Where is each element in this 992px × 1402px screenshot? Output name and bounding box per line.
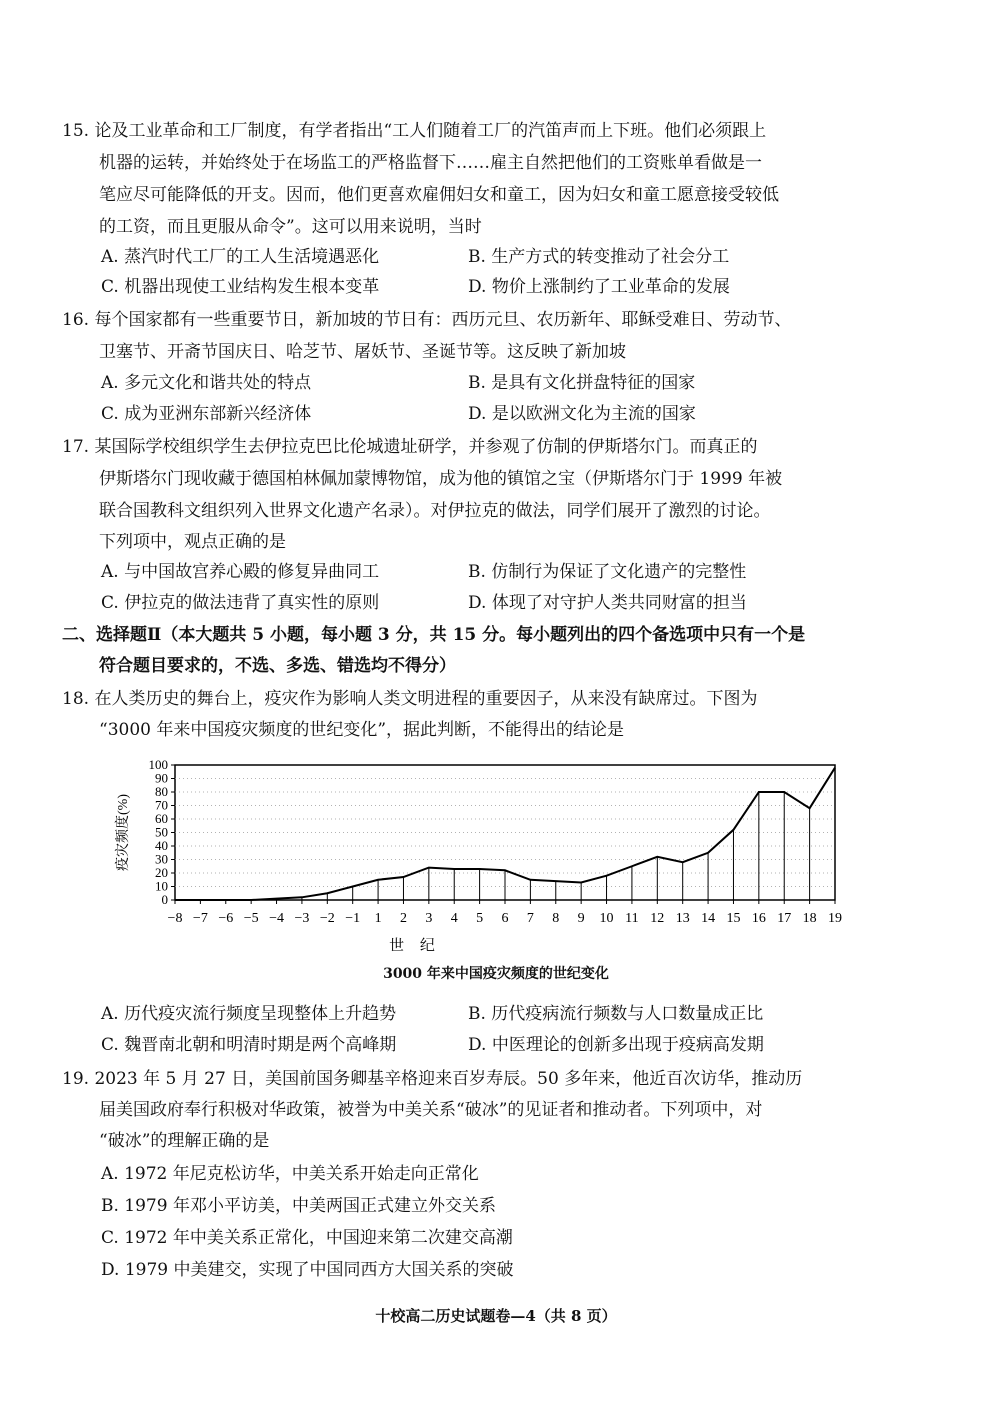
x-tick-label: 4: [450, 911, 458, 926]
q15-line-3: 笔应尽可能降低的开支。因而，他们更喜欢雇佣妇女和童工，因为妇女和童工愿意接受较低: [99, 185, 779, 205]
x-tick-label: 15: [726, 911, 741, 926]
q18-option-d: D. 中医理论的创新多出现于疫病高发期: [468, 1035, 764, 1055]
x-tick-label: −5: [243, 911, 259, 926]
q18-line-2: “3000 年来中国疫灾频度的世纪变化”，据此判断，不能得出的结论是: [99, 720, 625, 740]
x-tick-label: 1: [374, 911, 382, 926]
x-tick-label: 2: [399, 911, 407, 926]
x-tick-label: 10: [599, 911, 614, 926]
q17-line-4: 下列项中，观点正确的是: [99, 532, 286, 552]
q17-option-b: B. 仿制行为保证了文化遗产的完整性: [468, 562, 747, 582]
q18-option-b: B. 历代疫病流行频数与人口数量成正比: [468, 1004, 764, 1024]
q18-line-1: 18. 在人类历史的舞台上，疫灾作为影响人类文明进程的重要因子，从来没有缺席过。下图为: [62, 689, 758, 709]
y-tick-label: 30: [155, 851, 168, 867]
x-tick-label: 9: [577, 911, 585, 926]
x-tick-label: −3: [294, 911, 310, 926]
x-tick-label: 11: [625, 911, 639, 926]
section2-note: 符合题目要求的，不选、多选、错选均不得分）: [99, 656, 456, 676]
x-tick-label: −6: [218, 911, 234, 926]
y-tick-label: 20: [155, 865, 168, 880]
q19-option-a: A. 1972 年尼克松访华，中美关系开始走向正常化: [101, 1164, 479, 1184]
q19-option-b: B. 1979 年邓小平访美，中美两国正式建立外交关系: [101, 1196, 496, 1216]
x-tick-label: 19: [828, 911, 842, 926]
y-tick-label: 0: [161, 892, 168, 907]
q19-option-d: D. 1979 中美建交，实现了中国同西方大国关系的突破: [101, 1260, 514, 1280]
x-tick-label: −4: [269, 911, 284, 926]
q17-line-1: 17. 某国际学校组织学生去伊拉克巴比伦城遗址研学，并参观了仿制的伊斯塔尔门。而真正的: [62, 437, 758, 457]
q16-option-c: C. 成为亚洲东部新兴经济体: [101, 404, 312, 424]
q15-option-a: A. 蒸汽时代工厂的工人生活境遇恶化: [101, 247, 380, 267]
x-tick-label: 5: [476, 911, 484, 926]
q16-option-b: B. 是具有文化拼盘特征的国家: [468, 373, 696, 393]
x-tick-label: 14: [701, 911, 716, 926]
x-tick-label: −1: [345, 911, 361, 926]
x-tick-label: 13: [675, 911, 690, 926]
x-tick-label: 7: [526, 911, 534, 926]
y-tick-label: 70: [155, 797, 168, 813]
epidemic-frequency-chart: [100, 755, 860, 965]
q16-option-a: A. 多元文化和谐共处的特点: [101, 373, 312, 393]
q15-option-d: D. 物价上涨制约了工业革命的发展: [468, 277, 730, 297]
x-tick-label: −2: [319, 911, 335, 926]
q16-line-2: 卫塞节、开斋节国庆日、哈芝节、屠妖节、圣诞节等。这反映了新加坡: [99, 342, 626, 362]
x-tick-label: 12: [650, 911, 665, 926]
y-tick-label: 90: [155, 770, 168, 786]
q15-line-2: 机器的运转，并始终处于在场监工的严格监督下……雇主自然把他们的工资账单看做是一: [99, 153, 762, 173]
x-axis-label: 世 纪: [389, 938, 441, 954]
q17-option-c: C. 伊拉克的做法违背了真实性的原则: [101, 593, 380, 613]
y-tick-label: 60: [155, 811, 168, 826]
y-axis-label: 疫灾频度(%): [116, 794, 131, 871]
chart-caption: 3000 年来中国疫灾频度的世纪变化: [383, 966, 609, 982]
q17-option-d: D. 体现了对守护人类共同财富的担当: [468, 593, 747, 613]
q16-line-1: 16. 每个国家都有一些重要节日，新加坡的节日有：西历元旦、农历新年、耶稣受难日、劳动节、: [62, 310, 792, 330]
x-tick-label: 3: [425, 911, 433, 926]
x-tick-label: 6: [501, 911, 509, 926]
q15-option-b: B. 生产方式的转变推动了社会分工: [468, 247, 730, 267]
x-tick-label: 8: [552, 911, 560, 926]
q17-line-2: 伊斯塔尔门现收藏于德国柏林佩加蒙博物馆，成为他的镇馆之宝（伊斯塔尔门于 1999 年被: [99, 469, 783, 489]
q19-line-2: 届美国政府奉行积极对华政策，被誉为中美关系“破冰”的见证者和推动者。下列项中，对: [99, 1100, 763, 1120]
q15-line-1: 15. 论及工业革命和工厂制度，有学者指出“工人们随着工厂的汽笛声而上下班。他们必须跟上: [62, 121, 767, 141]
q15-line-4: 的工资，而且更服从命令”。这可以用来说明，当时: [99, 217, 482, 237]
x-tick-label: −8: [167, 911, 183, 926]
y-tick-label: 40: [155, 838, 168, 853]
x-tick-label: 16: [751, 911, 766, 926]
q18-option-a: A. 历代疫灾流行频度呈现整体上升趋势: [101, 1004, 397, 1024]
q19-option-c: C. 1972 年中美关系正常化，中国迎来第二次建交高潮: [101, 1228, 513, 1248]
q17-line-3: 联合国教科文组织列入世界文化遗产名录）。对伊拉克的做法，同学们展开了激烈的讨论。: [99, 501, 771, 521]
q16-option-d: D. 是以欧洲文化为主流的国家: [468, 404, 696, 424]
section2-heading: 二、选择题Ⅱ（本大题共 5 小题，每小题 3 分，共 15 分。每小题列出的四个备选项中只有一个是: [62, 625, 806, 645]
y-tick-label: 10: [155, 878, 168, 894]
x-tick-label: −7: [192, 911, 208, 926]
q18-option-c: C. 魏晋南北朝和明清时期是两个高峰期: [101, 1035, 397, 1055]
x-tick-label: 17: [777, 911, 792, 926]
y-tick-label: 80: [155, 784, 168, 799]
q19-line-1: 19. 2023 年 5 月 27 日，美国前国务卿基辛格迎来百岁寿辰。50 多年来，他近百次访华，推动历: [62, 1069, 803, 1089]
q19-line-3: “破冰”的理解正确的是: [99, 1131, 270, 1151]
x-tick-label: 18: [802, 911, 817, 926]
q15-option-c: C. 机器出现使工业结构发生根本变革: [101, 277, 380, 297]
y-tick-label: 50: [155, 824, 168, 840]
page-footer: 十校高二历史试题卷—4（共 8 页）: [375, 1307, 617, 1325]
q17-option-a: A. 与中国故宫养心殿的修复异曲同工: [101, 562, 380, 582]
y-tick-label: 100: [148, 757, 168, 772]
